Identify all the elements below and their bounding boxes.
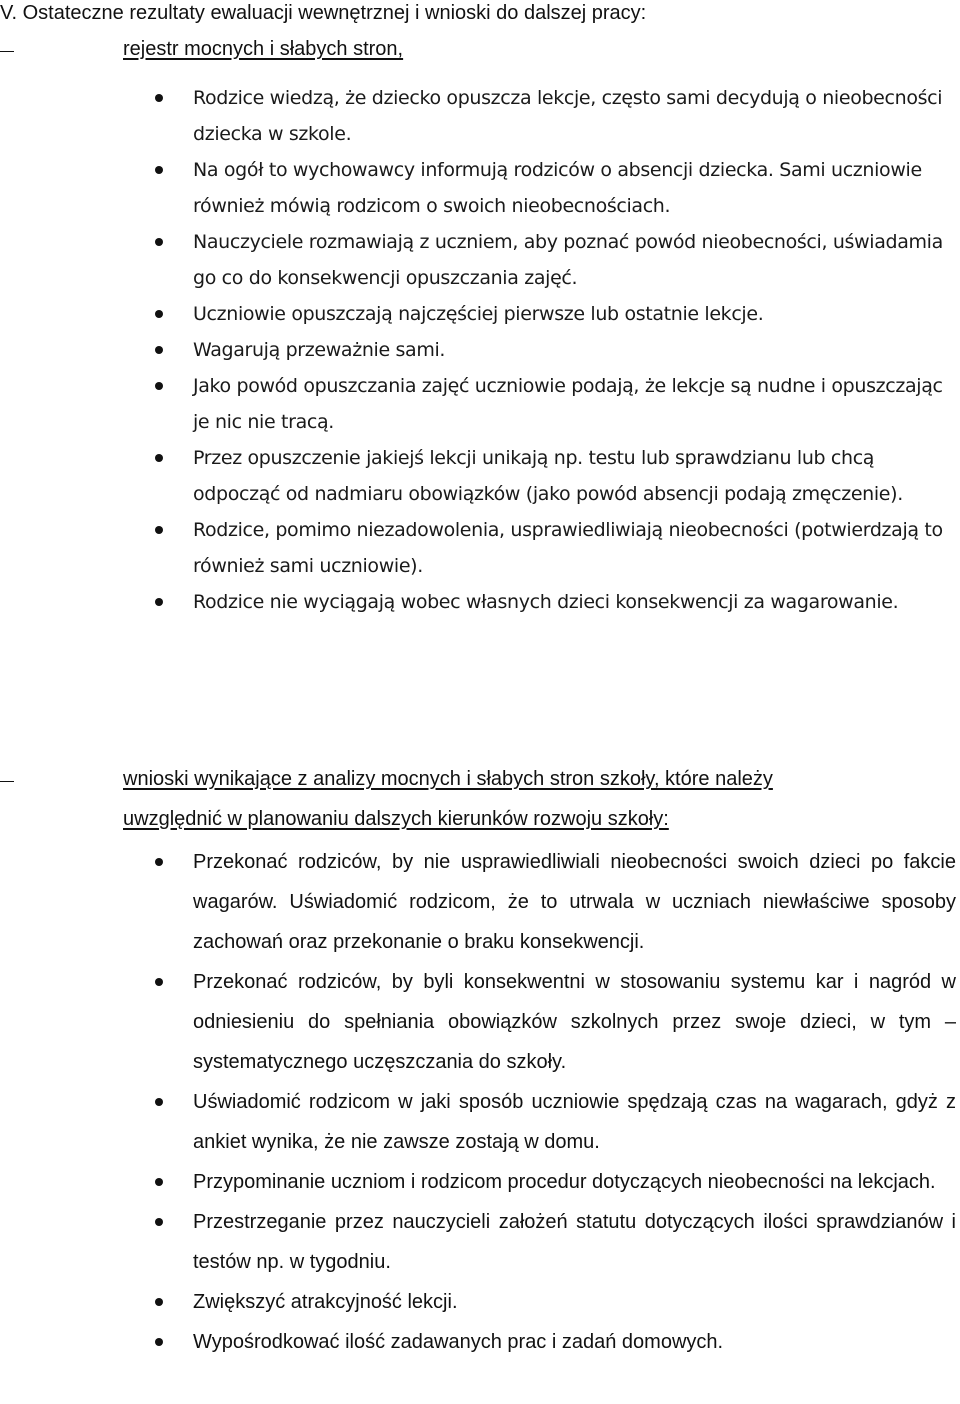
strengths-weaknesses-list bbox=[0, 80, 960, 620]
list-item bbox=[0, 1082, 956, 1162]
list-item bbox=[0, 440, 956, 512]
list-item bbox=[0, 332, 956, 368]
bullet-icon bbox=[155, 238, 163, 246]
bullet-icon bbox=[155, 978, 163, 986]
list-item-text: Przekonać rodziców, by byli konsekwentni w stosowaniu systemu kar i nagród w odniesieniu do spełniania obowiązków szkolnych przez swoje dzieci, w tym – systematycznego uczęszczania do szkoły. bbox=[193, 971, 956, 1073]
dash-marker bbox=[0, 781, 14, 782]
bullet-icon bbox=[155, 1298, 163, 1306]
dash-marker bbox=[0, 51, 14, 52]
bullet-icon bbox=[155, 1178, 163, 1186]
list-item-text: Wypośrodkować ilość zadawanych prac i zadań domowych. bbox=[193, 1331, 724, 1353]
list-item bbox=[0, 1162, 956, 1202]
list-item bbox=[0, 962, 956, 1082]
list-item bbox=[0, 1282, 956, 1322]
bullet-icon bbox=[155, 454, 163, 462]
list-item bbox=[0, 152, 956, 224]
bullet-icon bbox=[155, 598, 163, 606]
conclusions-list bbox=[0, 842, 960, 1362]
list-item-text: Jako powód opuszczania zajęć uczniowie podają, że lekcje są nudne i opuszczając je nic nie tracą. bbox=[193, 375, 943, 433]
list-item-text: Uświadomić rodzicom w jaki sposób uczniowie spędzają czas na wagarach, gdyż z ankiet wynika, że nie zawsze zostają w domu. bbox=[193, 1091, 956, 1153]
list-item-text: Zwiększyć atrakcyjność lekcji. bbox=[193, 1291, 458, 1313]
list-item-text: Przypominanie uczniom i rodzicom procedur dotyczących nieobecności na lekcjach. bbox=[193, 1171, 936, 1193]
list-item bbox=[0, 80, 956, 152]
bullet-icon bbox=[155, 858, 163, 866]
bullet-icon bbox=[155, 310, 163, 318]
list-item-text: Uczniowie opuszczają najczęściej pierwsze lub ostatnie lekcje. bbox=[193, 303, 764, 325]
bullet-icon bbox=[155, 1098, 163, 1106]
list-item bbox=[0, 584, 956, 620]
list-item-text: Przestrzeganie przez nauczycieli założeń statutu dotyczących ilości sprawdzianów i testów np. w tygodniu. bbox=[193, 1211, 956, 1273]
bullet-icon bbox=[155, 166, 163, 174]
strengths-weaknesses-title: rejestr mocnych i słabych stron, bbox=[123, 38, 404, 60]
list-item bbox=[0, 368, 956, 440]
list-item-text: Rodzice, pomimo niezadowolenia, usprawiedliwiają nieobecności (potwierdzają to również sami uczniowie). bbox=[193, 519, 943, 577]
list-item-text: Rodzice nie wyciągają wobec własnych dzieci konsekwencji za wagarowanie. bbox=[193, 591, 899, 613]
bullet-icon bbox=[155, 346, 163, 354]
bullet-icon bbox=[155, 382, 163, 390]
bullet-icon bbox=[155, 1218, 163, 1226]
list-item-text: Przekonać rodziców, by nie usprawiedliwiali nieobecności swoich dzieci po fakcie wagarów. Uświadomić rodzicom, że to utrwala w uczniach niewłaściwe sposoby zachowań oraz przekonanie o braku konsekwencji. bbox=[193, 851, 956, 953]
list-item bbox=[0, 1322, 956, 1362]
bullet-icon bbox=[155, 94, 163, 102]
list-item bbox=[0, 512, 956, 584]
bullet-icon bbox=[155, 1338, 163, 1346]
conclusions-title-line1: wnioski wynikające z analizy mocnych i słabych stron szkoły, które należy bbox=[123, 768, 773, 790]
list-item bbox=[0, 842, 956, 962]
conclusions-title-line2: uwzględnić w planowaniu dalszych kierunków rozwoju szkoły: bbox=[123, 808, 669, 830]
section-heading: V. Ostateczne rezultaty ewaluacji wewnętrznej i wnioski do dalszej pracy: bbox=[0, 2, 647, 24]
list-item bbox=[0, 296, 956, 332]
list-item-text: Wagarują przeważnie sami. bbox=[193, 339, 446, 361]
list-item bbox=[0, 224, 956, 296]
bullet-icon bbox=[155, 526, 163, 534]
list-item-text: Przez opuszczenie jakiejś lekcji unikają np. testu lub sprawdzianu lub chcą odpocząć od nadmiaru obowiązków (jako powód absencji podają zmęczenie). bbox=[193, 447, 903, 505]
list-item-text: Nauczyciele rozmawiają z uczniem, aby poznać powód nieobecności, uświadamia go co do konsekwencji opuszczania zajęć. bbox=[193, 231, 943, 289]
list-item-text: Na ogół to wychowawcy informują rodziców o absencji dziecka. Sami uczniowie również mówią rodzicom o swoich nieobecnościach. bbox=[193, 159, 922, 217]
list-item-text: Rodzice wiedzą, że dziecko opuszcza lekcje, często sami decydują o nieobecności dziecka w szkole. bbox=[193, 87, 943, 145]
list-item bbox=[0, 1202, 956, 1282]
